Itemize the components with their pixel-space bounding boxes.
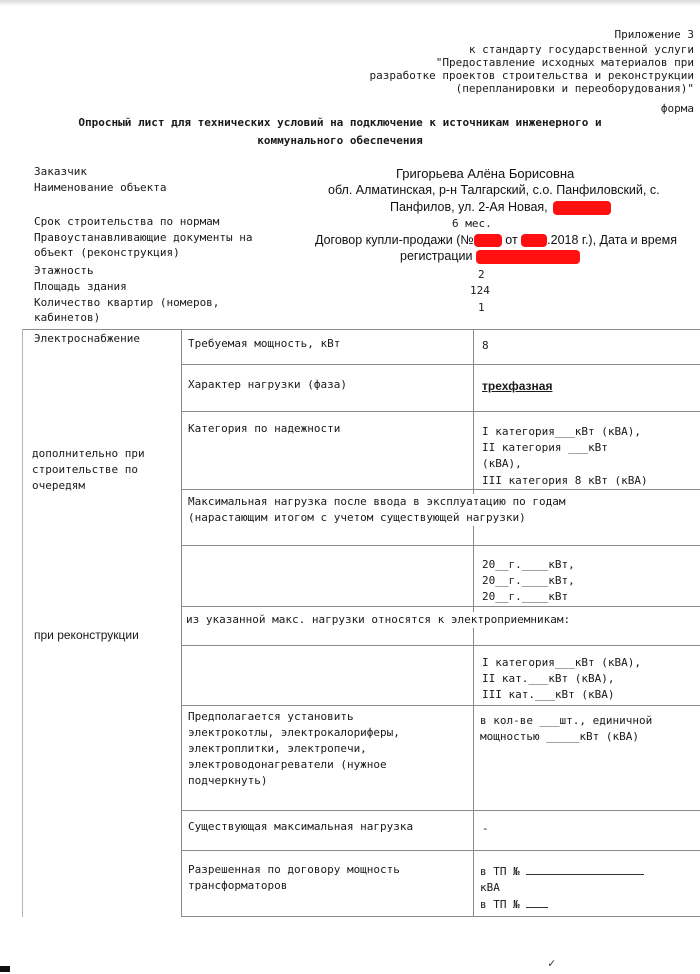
- reliability-cat-1: I категория___кВт (кВА),: [482, 425, 641, 438]
- scan-tick-icon: ✓: [548, 956, 556, 970]
- appendix-label: Приложение 3: [614, 28, 694, 41]
- permitted-power-line-2: трансформаторов: [188, 879, 288, 892]
- table-row-divider: [181, 705, 700, 706]
- address-line-2-text: Панфилов, ул. 2-Ая Новая,: [390, 200, 548, 214]
- table-row-divider: [181, 810, 700, 811]
- load-type-value: трехфазная: [482, 379, 553, 393]
- service-name-line1: "Предоставление исходных материалов при: [435, 56, 694, 69]
- install-line-2: электрокотлы, электрокалориферы,: [188, 726, 400, 739]
- permitted-power-line-1: Разрешенная по договору мощность: [188, 863, 400, 876]
- redaction-mark: [474, 234, 502, 247]
- table-row-divider: [181, 411, 700, 412]
- table-row-divider: [181, 645, 700, 646]
- floors-label: Этажность: [34, 264, 94, 277]
- install-line-1: Предполагается установить: [188, 710, 354, 723]
- reliability-label: Категория по надежности: [188, 422, 341, 435]
- side-note-line-2: строительстве по: [32, 463, 138, 476]
- apartments-label-1: Количество квартир (номеров,: [34, 296, 220, 309]
- table-row-divider: [181, 606, 700, 607]
- required-power-value: 8: [482, 339, 489, 352]
- apartments-label-2: кабинетов): [34, 311, 101, 324]
- form-label: форма: [660, 102, 694, 115]
- reliability-cat-2: II категория ___кВт: [482, 441, 608, 454]
- reliability-cat-3: III категория 8 кВт (кВА): [482, 474, 648, 487]
- existing-load-label: Существующая максимальная нагрузка: [188, 820, 414, 833]
- install-quantity-line-2: мощностью _____кВт (кВА): [480, 730, 639, 743]
- standard-label: к стандарту государственной услуги: [468, 43, 694, 56]
- year-load-2: 20__г.____кВт,: [482, 574, 575, 587]
- address-line-1: обл. Алматинская, р-н Талгарский, с.о. Панфиловский, с.: [328, 183, 660, 197]
- table-top-border: [22, 329, 700, 330]
- docs-from-text: от: [505, 233, 518, 247]
- year-load-3: 20__г.____кВт: [482, 590, 569, 603]
- install-quantity-line-1: в кол-ве ___шт., единичной: [480, 714, 653, 727]
- table-row-divider: [181, 916, 700, 917]
- table-row-divider: [181, 364, 700, 365]
- docs-value-line-1: [315, 233, 677, 247]
- max-load-line-2: (нарастающим итогом с учетом существующей нагрузки): [188, 510, 530, 526]
- title-line-2: коммунального обеспечения: [257, 134, 423, 147]
- service-name-line2: разработке проектов строительства и реконструкции: [369, 69, 694, 82]
- receiver-cat-1: I категория___кВт (кВА),: [482, 656, 641, 669]
- title-line-1: Опросный лист для технических условий на подключение к источникам инженерного и: [78, 116, 602, 129]
- apartments-value: 1: [478, 301, 485, 314]
- side-note-line-1: дополнительно при: [32, 447, 145, 460]
- existing-load-value: -: [482, 822, 489, 835]
- table-row-divider: [181, 545, 700, 546]
- install-line-3: электроплитки, электропечи,: [188, 742, 367, 755]
- term-value: 6 мес.: [452, 217, 492, 230]
- table-left-border: [22, 329, 23, 917]
- docs-label-1: Правоустанавливающие документы на: [34, 231, 253, 244]
- tp-kva-unit: кВА: [480, 881, 500, 894]
- install-line-4: электроводонагреватели (нужное: [188, 758, 387, 771]
- receiver-cat-2: II кат.___кВт (кВА),: [482, 672, 615, 685]
- table-row-divider: [181, 850, 700, 851]
- year-load-1: 20__г.____кВт,: [482, 558, 575, 571]
- customer-value: Григорьева Алёна Борисовна: [396, 166, 575, 181]
- load-type-label: Характер нагрузки (фаза): [188, 378, 347, 391]
- document-title: [30, 114, 650, 150]
- service-name-line3: (перепланировки и переоборудования)": [455, 82, 694, 95]
- tp-number-label: в ТП №: [480, 865, 520, 878]
- tp-line-1: [480, 864, 644, 880]
- docs-label-2: объект (реконструкция): [34, 246, 180, 259]
- redaction-mark: [553, 201, 611, 215]
- object-label: Наименование объекта: [34, 181, 167, 194]
- address-line-2: [390, 200, 611, 215]
- docs-date-text: .2018 г.), Дата и время: [547, 233, 678, 247]
- docs-value-line-2: [400, 249, 580, 264]
- install-line-5: подчеркнуть): [188, 774, 268, 787]
- power-section-label: Электроснабжение: [34, 332, 140, 345]
- scan-artifact: [0, 966, 10, 972]
- tp-number-blank: [526, 874, 644, 875]
- scan-shadow: [0, 0, 700, 6]
- reliability-cat-2-unit: (кВА),: [482, 457, 522, 470]
- tp-line-3: [480, 897, 548, 913]
- receiver-cat-3: III кат.___кВт (кВА): [482, 688, 615, 701]
- docs-contract-text: Договор купли-продажи (№: [315, 233, 474, 247]
- table-row-divider: [181, 489, 700, 490]
- required-power-label: Требуемая мощность, кВт: [188, 337, 341, 350]
- area-value: 124: [470, 284, 490, 297]
- area-label: Площадь здания: [34, 280, 127, 293]
- tp-number-blank: [526, 907, 548, 908]
- term-label: Срок строительства по нормам: [34, 215, 220, 228]
- tp-number-label: в ТП №: [480, 898, 520, 911]
- redaction-mark: [476, 250, 580, 264]
- table-column-divider-1: [181, 329, 182, 917]
- max-load-line-1: Максимальная нагрузка после ввода в эксплуатацию по годам: [188, 494, 570, 510]
- docs-registration-text: регистрации: [400, 249, 473, 263]
- customer-label: Заказчик: [34, 165, 87, 178]
- redaction-mark: [521, 234, 547, 247]
- reconstruction-note: при реконструкции: [34, 628, 139, 642]
- receivers-label: из указанной макс. нагрузки относятся к электроприемникам:: [186, 612, 574, 628]
- floors-value: 2: [478, 268, 485, 281]
- side-note-line-3: очередям: [32, 479, 85, 492]
